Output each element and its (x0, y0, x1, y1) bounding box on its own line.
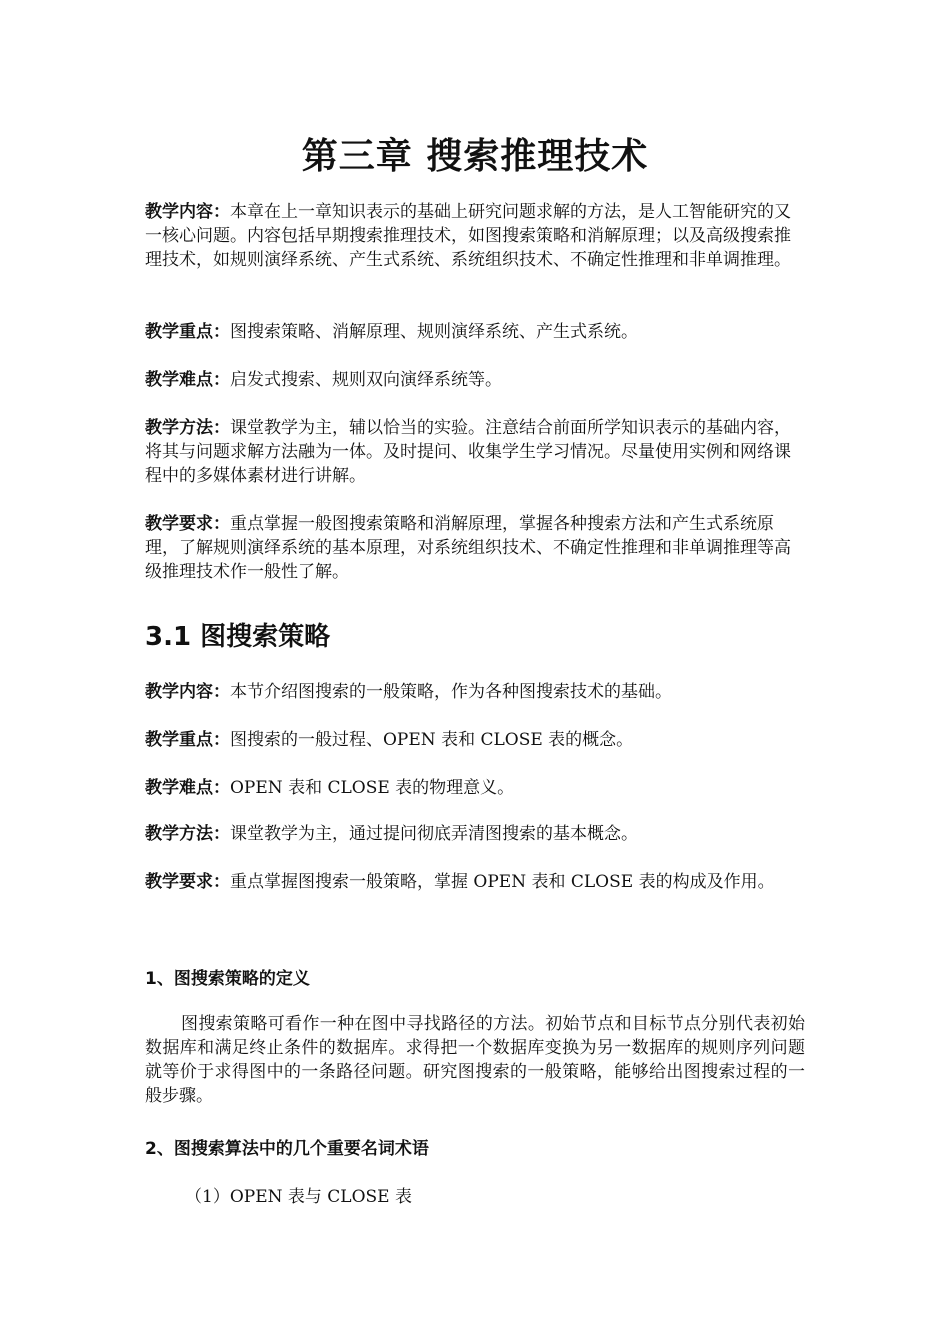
section-content-label: 教学内容： (145, 682, 230, 702)
intro-content-text: 本章在上一章知识表示的基础上研究问题求解的方法，是人工智能研究的又一核心问题。内容包括早期搜索推理技术，如图搜索策略和消解原理；以及高级搜索推理技术，如规则演绎系统、产生式系统、系统组织技术、不确定性推理和非单调推理。 (145, 202, 791, 270)
chapter-title: 第三章 搜索推理技术 (301, 136, 649, 177)
section-focus-text: 图搜索的一般过程、OPEN 表和 CLOSE 表的概念。 (230, 730, 634, 750)
subsection-1-heading: 1、图搜索策略的定义 (145, 969, 310, 989)
section-requirement (145, 870, 805, 894)
section-focus-label: 教学重点： (145, 730, 230, 750)
section-difficulty-text: OPEN 表和 CLOSE 表的物理意义。 (230, 778, 515, 798)
intro-difficulty-label: 教学难点： (145, 370, 230, 390)
section-title: 3.1 图搜索策略 (145, 622, 331, 652)
section-method-label: 教学方法： (145, 824, 230, 844)
intro-difficulty (145, 368, 805, 392)
intro-focus-text: 图搜索策略、消解原理、规则演绎系统、产生式系统。 (230, 322, 638, 342)
intro-requirement-text: 重点掌握一般图搜索策略和消解原理，掌握各种搜索方法和产生式系统原理，了解规则演绎系统的基本原理，对系统组织技术、不确定性推理和非单调推理等高级推理技术作一般性了解。 (145, 514, 791, 582)
section-requirement-label: 教学要求： (145, 872, 230, 892)
intro-method (145, 416, 805, 488)
section-content (145, 680, 805, 704)
intro-content-label: 教学内容： (145, 202, 230, 222)
subsection-2-heading: 2、图搜索算法中的几个重要名词术语 (145, 1139, 429, 1159)
section-content-text: 本节介绍图搜索的一般策略，作为各种图搜索技术的基础。 (230, 682, 672, 702)
intro-method-text: 课堂教学为主，辅以恰当的实验。注意结合前面所学知识表示的基础内容，将其与问题求解方法融为一体。及时提问、收集学生学习情况。尽量使用实例和网络课程中的多媒体素材进行讲解。 (145, 418, 791, 486)
section-method-text: 课堂教学为主，通过提问彻底弄清图搜索的基本概念。 (230, 824, 638, 844)
subsection-2-item-1: （1）OPEN 表与 CLOSE 表 (185, 1187, 412, 1207)
intro-content (145, 200, 805, 272)
intro-requirement-label: 教学要求： (145, 514, 230, 534)
intro-difficulty-text: 启发式搜索、规则双向演绎系统等。 (230, 370, 502, 390)
section-difficulty (145, 776, 805, 800)
intro-focus-label: 教学重点： (145, 322, 230, 342)
section-difficulty-label: 教学难点： (145, 778, 230, 798)
intro-requirement (145, 512, 805, 584)
subsection-1-text: 图搜索策略可看作一种在图中寻找路径的方法。初始节点和目标节点分别代表初始数据库和满足终止条件的数据库。求得把一个数据库变换为另一数据库的规则序列问题就等价于求得图中的一条路径问题。研究图搜索的一般策略，能够给出图搜索过程的一般步骤。 (145, 1014, 805, 1106)
section-method (145, 822, 805, 846)
section-focus (145, 728, 805, 752)
section-requirement-text: 重点掌握图搜索一般策略，掌握 OPEN 表和 CLOSE 表的构成及作用。 (230, 872, 775, 892)
intro-method-label: 教学方法： (145, 418, 230, 438)
intro-focus (145, 320, 805, 344)
